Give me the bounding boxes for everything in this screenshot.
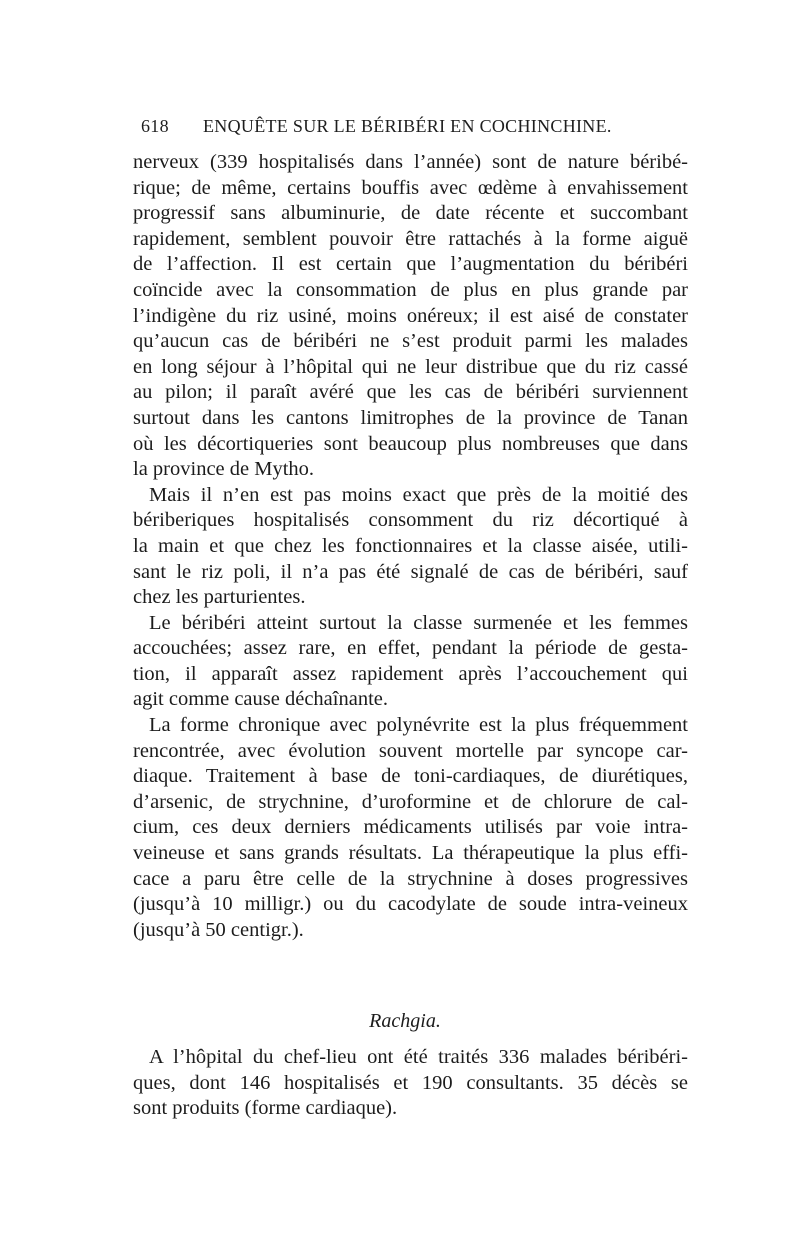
- text-line: A l’hôpital du chef-lieu ont été traités 336 malades béribéri-: [149, 1046, 688, 1068]
- text-line: diaque. Traitement à base de toni-cardiaques, de diurétiques,: [133, 765, 688, 788]
- paragraph-3: [133, 611, 688, 713]
- section-body: [133, 1045, 688, 1122]
- text-line: la main et que chez les fonctionnaires et la classe aisée, utili-: [133, 534, 688, 557]
- text-line: la province de Mytho.: [133, 458, 315, 481]
- text-line: en long séjour à l’hôpital qui ne leur distribue que du riz cassé: [133, 355, 688, 378]
- text-line: accouchées; assez rare, en effet, pendant la période de gesta-: [133, 637, 688, 660]
- paragraph-4: [133, 713, 688, 943]
- text-line: (jusqu’à 50 centigr.).: [133, 918, 304, 941]
- text-line: où les décortiqueries sont beaucoup plus nombreuses que dans: [133, 432, 688, 455]
- text-line: cium, ces deux derniers médicaments utilisés par voie intra-: [133, 816, 688, 839]
- text-line: rapidement, semblent pouvoir être rattachés à la forme aiguë: [133, 227, 688, 250]
- text-line: rencontrée, avec évolution souvent mortelle par syncope car-: [133, 739, 688, 762]
- text-line: au pilon; il paraît avéré que les cas de béribéri surviennent: [133, 381, 688, 404]
- paragraph-1: [133, 150, 688, 483]
- text-line: (jusqu’à 10 milligr.) ou du cacodylate de soude intra-veineux: [133, 893, 688, 916]
- text-line: nerveux (339 hospitalisés dans l’année) sont de nature béribé-: [133, 151, 688, 173]
- text-line: Mais il n’en est pas moins exact que près de la moitié des: [149, 483, 688, 506]
- text-line: qu’aucun cas de béribéri ne s’est produit parmi les malades: [133, 330, 688, 353]
- text-line: tion, il apparaît assez rapidement après l’accouchement qui: [133, 662, 688, 685]
- paragraph-2: [133, 483, 688, 611]
- text-line: veineuse et sans grands résultats. La thérapeutique la plus effi-: [133, 842, 688, 865]
- text-line: cace a paru être celle de la strychnine à doses progressives: [133, 867, 688, 890]
- text-line: Le béribéri atteint surtout la classe surmenée et les femmes: [149, 611, 688, 634]
- text-line: surtout dans les cantons limitrophes de la province de Tanan: [133, 406, 688, 429]
- text-line: chez les parturientes.: [133, 586, 306, 609]
- text-line: d’arsenic, de strychnine, d’uroformine et de chlorure de cal-: [133, 790, 688, 813]
- text-line: sont produits (forme cardiaque).: [133, 1097, 398, 1120]
- running-title: ENQUÊTE SUR LE BÉRIBÉRI EN COCHINCHINE.: [203, 116, 612, 136]
- page-number: 618: [141, 116, 169, 136]
- text-line: La forme chronique avec polynévrite est la plus fréquemment: [149, 714, 688, 737]
- running-head: [141, 116, 612, 146]
- text-line: l’indigène du riz usiné, moins onéreux; il est aisé de constater: [133, 304, 688, 327]
- section-heading: Rachgia.: [369, 1010, 441, 1032]
- text-line: agit comme cause déchaînante.: [133, 688, 388, 711]
- text-line: bériberiques hospitalisés consomment du riz décortiqué à: [133, 509, 688, 532]
- text-line: coïncide avec la consommation de plus en plus grande par: [133, 278, 688, 301]
- text-line: sant le riz poli, il n’a pas été signalé de cas de béribéri, sauf: [133, 560, 688, 583]
- text-line: ques, dont 146 hospitalisés et 190 consultants. 35 décès se: [133, 1071, 688, 1094]
- paragraph-5: [133, 1045, 688, 1122]
- body-text: [133, 150, 688, 943]
- text-line: progressif sans albuminurie, de date récente et succombant: [133, 202, 688, 225]
- text-line: rique; de même, certains bouffis avec œdème à envahissement: [133, 176, 688, 199]
- text-line: de l’affection. Il est certain que l’augmentation du béribéri: [133, 253, 688, 276]
